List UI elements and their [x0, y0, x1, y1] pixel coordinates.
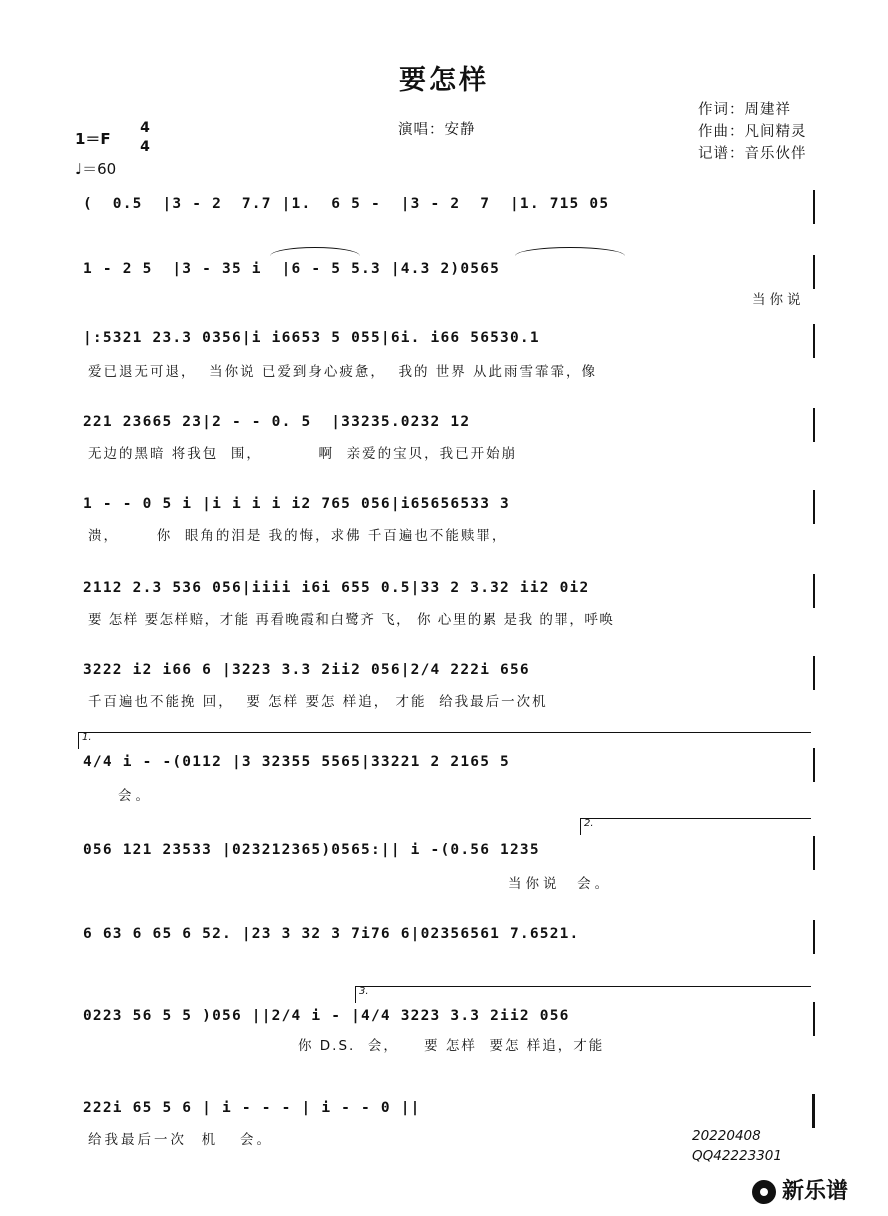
bar-line	[813, 190, 815, 224]
staff-row	[75, 190, 815, 230]
lyric-line: 无边的黑暗 将我包 围， 啊 亲爱的宝贝，我已开始崩	[88, 446, 518, 462]
volta-label: 3.	[359, 986, 369, 997]
time-signature-top: 4	[140, 120, 150, 136]
slur	[515, 247, 625, 256]
lyric-line: 给我最后一次 机 会。	[88, 1132, 273, 1148]
volta-label: 1.	[82, 732, 92, 743]
staff-row	[75, 920, 815, 960]
volta-label: 2.	[584, 818, 594, 829]
singer: 演唱：安静	[398, 122, 476, 138]
credit-transcriber: 记谱：音乐伙伴	[698, 146, 807, 162]
notation-line: 1 - 2 5 |3 - 35 i |6 - 5 5.3 |4.3 2)0565	[83, 261, 501, 277]
slur	[270, 247, 360, 256]
lyric-line: 溃， 你 眼角的泪是 我的悔，求佛 千百遍也不能赎罪，	[88, 528, 508, 544]
logo-text: 新乐谱	[782, 1179, 849, 1204]
lyric-line: 爱已退无可退， 当你说 已爱到身心疲惫， 我的 世界 从此雨雪霏霏，像	[88, 364, 598, 380]
record-disc-icon	[752, 1180, 776, 1204]
lyric-line: 要 怎样 要怎样赔，才能 再看晚霞和白鹭齐 飞， 你 心里的累 是我 的罪，呼唤	[88, 612, 615, 628]
bar-line	[813, 1002, 815, 1036]
notation-line: 221 23665 23|2 - - 0. 5 |33235.0232 12	[83, 414, 471, 430]
credit-lyricist: 作词：周建祥	[698, 102, 791, 118]
staff-row	[75, 324, 815, 364]
lyric-line: 千百遍也不能挽 回， 要 怎样 要怎 样追， 才能 给我最后一次机	[88, 694, 548, 710]
lyric-line: 会。	[118, 788, 153, 804]
staff-row	[75, 748, 815, 788]
notation-line: 4/4 i - -(0112 |3 32355 5565|33221 2 2165 5	[83, 754, 510, 770]
lyric-line: 当你说 会。	[508, 876, 613, 892]
lyric-line: 你 D.S. 会， 要 怎样 要怎 样追，才能	[298, 1038, 605, 1054]
key-signature: 1＝F	[75, 130, 111, 148]
credit-composer: 作曲：凡间精灵	[698, 124, 807, 140]
bar-line	[813, 748, 815, 782]
bar-line	[813, 920, 815, 954]
staff-row	[75, 255, 815, 295]
bar-line	[813, 656, 815, 690]
time-signature-bottom: 4	[140, 139, 150, 155]
bar-line	[813, 324, 815, 358]
bar-line	[813, 490, 815, 524]
bar-line	[813, 836, 815, 870]
notation-line: 222i 65 5 6 | i - - - | i - - 0 ||	[83, 1100, 421, 1116]
final-bar-line	[812, 1094, 815, 1128]
bar-line	[813, 574, 815, 608]
staff-row	[75, 836, 815, 876]
bar-line	[813, 408, 815, 442]
notation-line: ( 0.5 |3 - 2 7.7 |1. 6 5 - |3 - 2 7 |1. 715 05	[83, 196, 610, 212]
notation-line: 2112 2.3 536 056|iiii i6i 655 0.5|33 2 3.32 ii2 0i2	[83, 580, 590, 596]
notation-line: |:5321 23.3 0356|i i6653 5 055|6i. i66 56530.1	[83, 330, 540, 346]
qq-stamp: QQ42223301	[692, 1148, 782, 1164]
volta-bracket	[355, 986, 811, 1003]
notation-line: 1 - - 0 5 i |i i i i i2 765 056|i65656533 3	[83, 496, 510, 512]
volta-bracket	[580, 818, 811, 835]
lyric-line: 当你说	[752, 292, 805, 308]
notation-line: 3222 i2 i66 6 |3223 3.3 2ii2 056|2/4 222i 656	[83, 662, 530, 678]
site-logo	[752, 1174, 848, 1205]
tempo-marking: ♩＝60	[75, 160, 117, 178]
notation-line: 6 63 6 65 6 52. |23 3 32 3 7i76 6|02356561 7.6521.	[83, 926, 580, 942]
notation-line: 0223 56 5 5 )056 ||2/4 i - |4/4 3223 3.3 2ii2 056	[83, 1008, 570, 1024]
notation-line: 056 121 23533 |023212365)0565:|| i -(0.56 1235	[83, 842, 540, 858]
song-title: 要怎样	[399, 65, 489, 96]
bar-line	[813, 255, 815, 289]
volta-bracket	[78, 732, 811, 749]
date-stamp: 20220408	[692, 1128, 761, 1144]
